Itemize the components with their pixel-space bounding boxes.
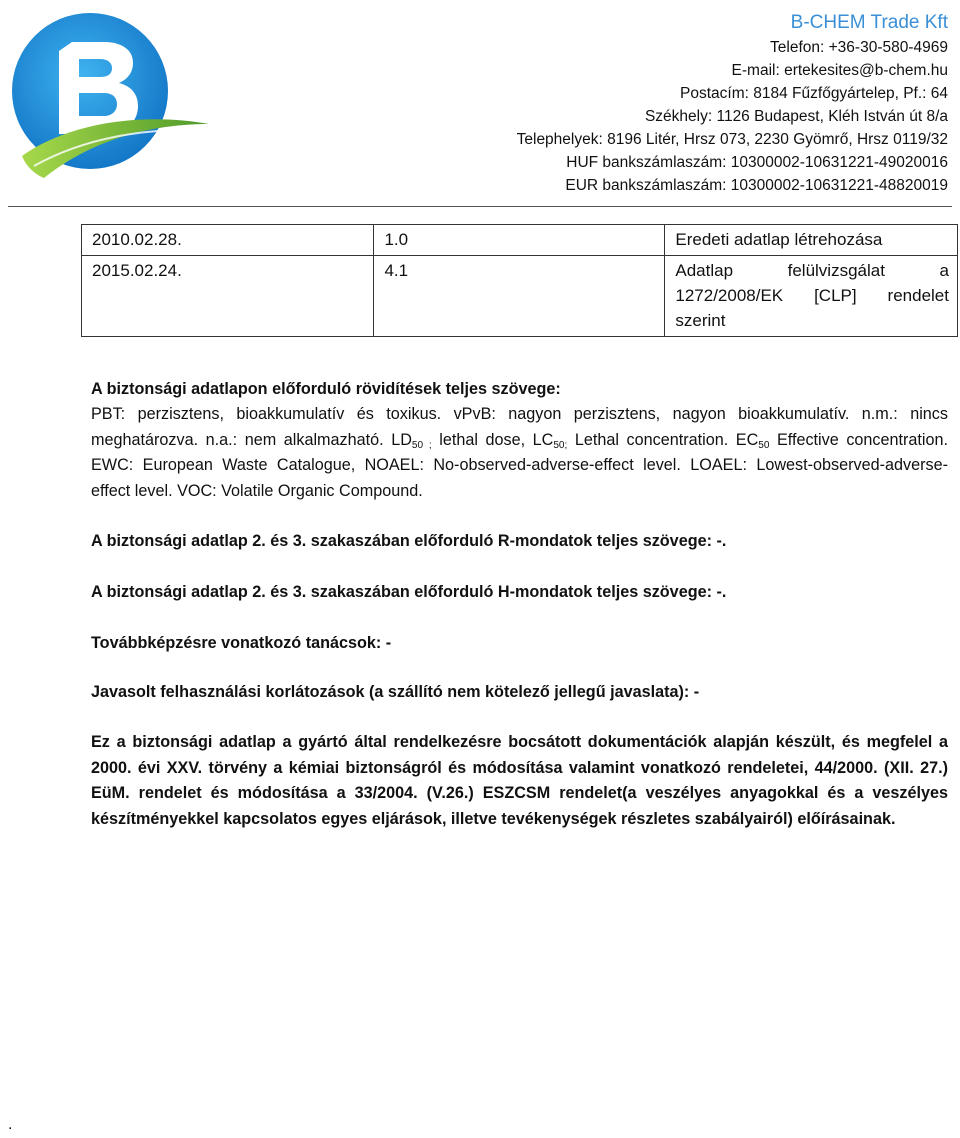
usage-restrictions: Javasolt felhasználási korlátozások (a szállító nem kötelező jellegű javaslata): -	[91, 683, 700, 701]
email-line: E-mail: ertekesites@b-chem.hu	[731, 62, 948, 79]
revision-version: 4.1	[374, 256, 665, 337]
r-phrases-heading: A biztonsági adatlap 2. és 3. szakaszában előforduló R-mondatok teljes szövege: -.	[91, 532, 727, 550]
abbreviations-heading: A biztonsági adatlapon előforduló rövidítések teljes szövege:	[91, 380, 561, 398]
revision-description: Adatlap felülvizsgálat a 1272/2008/EK [CLP] rendelet szerint	[665, 256, 958, 337]
subscript: 50 ;	[411, 439, 432, 451]
phone-line: Telefon: +36-30-580-4969	[770, 39, 948, 56]
abbreviations-paragraph	[91, 402, 948, 504]
abbreviations-text: Effective concentration. EWC: European Waste Catalogue, NOAEL: No-observed-adverse-effect level. LOAEL: Lowest-observed-adverse-effect level. VOC: Volatile Organic Compound.	[91, 430, 948, 500]
revision-date: 2015.02.24.	[82, 256, 374, 337]
training-advice: Továbbképzésre vonatkozó tanácsok: -	[91, 634, 392, 652]
table-row	[82, 225, 958, 256]
headquarters-line: Székhely: 1126 Budapest, Kléh István út 8/a	[644, 108, 948, 125]
h-phrases-heading: A biztonsági adatlap 2. és 3. szakaszában előforduló H-mondatok teljes szövege: -.	[91, 583, 727, 601]
company-info	[517, 10, 948, 197]
revision-version: 1.0	[374, 225, 665, 256]
table-row	[82, 256, 958, 337]
revision-description: Eredeti adatlap létrehozása	[665, 225, 958, 256]
eur-bank-account-line: EUR bankszámlaszám: 10300002-10631221-48820019	[565, 177, 948, 194]
subscript: 50;	[553, 439, 568, 451]
header-divider	[8, 206, 952, 207]
revision-date: 2010.02.28.	[82, 225, 374, 256]
huf-bank-account-line: HUF bankszámlaszám: 10300002-10631221-49020016	[566, 154, 948, 171]
revision-table	[81, 224, 958, 337]
sites-line: Telephelyek: 8196 Litér, Hrsz 073, 2230 Gyömrő, Hrsz 0119/32	[516, 131, 948, 148]
abbreviations-text: Lethal concentration. EC	[567, 430, 759, 449]
postal-address-line: Postacím: 8184 Fűzfőgyártelep, Pf.: 64	[680, 85, 948, 102]
company-logo	[4, 6, 216, 186]
footer-dot: .	[8, 1116, 13, 1133]
abbreviations-text: lethal dose, LC	[431, 430, 554, 449]
closing-statement: Ez a biztonsági adatlap a gyártó által rendelkezésre bocsátott dokumentációk alapján készült, és megfelel a 2000. évi XXV. törvény a kémiai biztonságról és módosítása valamint vonatkozó rendeletei, 44/2000. (XII. 27.) EüM. rendelet és módosítása a 33/2004. (V.26.) ESZCSM rendelet(a veszélyes anyagokkal és a veszélyes készítményekkel kapcsolatos egyes eljárások, illetve tevékenységek részletes szabályairól) előírásainak.	[91, 733, 948, 828]
company-name: B-CHEM Trade Kft	[790, 12, 948, 33]
abbreviations-text: PBT: perzisztens, bioakkumulatív és toxikus. vPvB: nagyon perzisztens, nagyon bioakkumulatív. n.m.: nincs meghatározva. n.a.: nem alkalmazható. LD	[91, 405, 948, 449]
subscript: 50	[758, 439, 770, 451]
